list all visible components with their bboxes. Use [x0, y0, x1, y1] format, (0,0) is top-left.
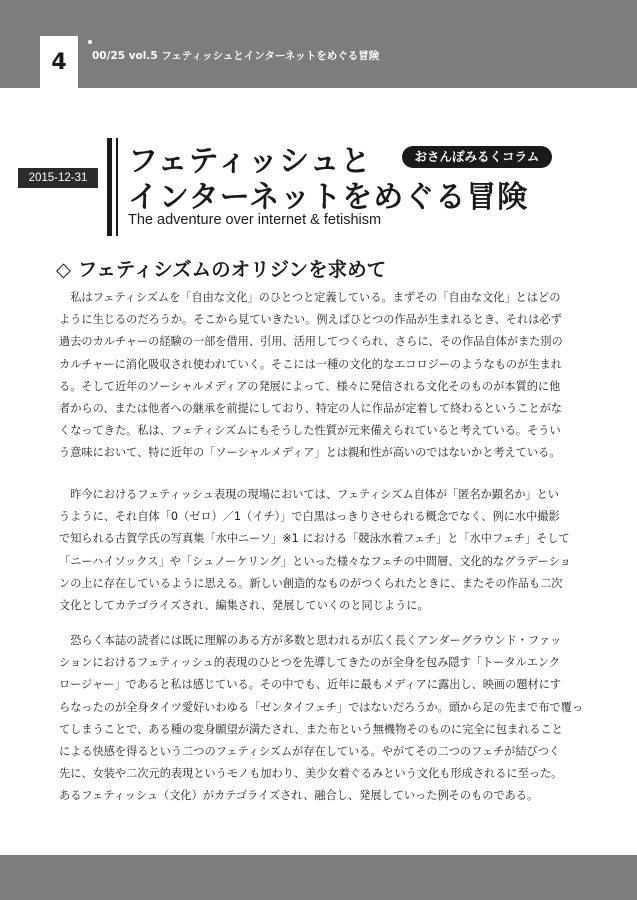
paragraph-line: 者からの、または他者への継承を前提にしており、特定の人に作品が定着して終わるということがな — [59, 402, 562, 416]
paragraph-line: ロージャー」であると私は感じている。その中でも、近年に最もメディアに露出し、映画の題材にす — [59, 678, 562, 692]
paragraph-line: う意味において、特に近年の「ソーシャルメディア」とは親和性が高いのではないかと考えている。 — [59, 446, 561, 460]
paragraph-line: 文化としてカテゴライズされ、編集され、発展していくのと同じように。 — [59, 599, 429, 613]
paragraph-line: る。そして近年のソーシャルメディアの発展によって、様々に発信される文化そのものが本質的に他 — [59, 379, 561, 393]
paragraph-2 — [59, 484, 589, 617]
paragraph-line: らなったのが全身タイツ愛好いわゆる「ゼンタイフェチ」ではないだろうか。頭から足の先まで布で覆っ — [59, 700, 584, 714]
paragraph-3 — [59, 630, 589, 808]
title-rule-thick — [107, 138, 112, 236]
paragraph-line: で知られる古賀学氏の写真集「水中ニーソ」※1 における「競泳水着フェチ」と「水中フェチ」そして — [59, 532, 570, 546]
paragraph-line: 昨今におけるフェティッシュ表現の現場においては、フェティシズム自体が「匿名か顕名か」とい — [59, 488, 559, 501]
paragraph-line: てしまうことで、ある種の変身願望が満たされ、また布という無機物そのものに完全に包まれること — [59, 722, 563, 736]
title-rule-thin — [116, 138, 118, 236]
paragraph-1 — [59, 287, 589, 465]
paragraph-line: カルチャーに消化吸収され使われていく。そこには一種の文化的なエコロジーのようなものが生まれ — [59, 357, 562, 371]
running-title: 00/25 vol.5 フェティッシュとインターネットをめぐる冒険 — [92, 50, 380, 62]
title-line-1: フェティッシュと — [128, 144, 372, 179]
english-subtitle: The adventure over internet & fetishism — [128, 212, 382, 228]
header-tick-mark — [88, 40, 92, 44]
paragraph-line: 先に、女装や二次元的表現というモノも加わり、美少女着ぐるみという文化も形成されるに至った。 — [59, 767, 563, 781]
paragraph-line: 「ニーハイソックス」や「シュノーケリング」といった様々なフェチの中間層、文化的なグラデーショ — [59, 554, 571, 568]
paragraph-line: ションにおけるフェティッシュ的表現のひとつを先導してきたのが全身を包み隠す「トータルエンク — [59, 656, 561, 670]
paragraph-line: ンの上に存在しているように思える。新しい創造的なものがつくられたときに、またその作品も二次 — [59, 576, 563, 590]
header-band — [0, 0, 637, 88]
paragraph-line: くなってきた。私は、フェティシズムにもそうした性質が元来備えられていると考えている。そうい — [59, 424, 561, 438]
paragraph-line: うように、それ自体「0（ゼロ）／1（イチ）」で白黒はっきりさせられる概念でなく、例に水中撮影 — [59, 510, 560, 524]
paragraph-line: 過去のカルチャーの経験の一部を借用、引用、活用してつくられ、さらに、その作品自体がまた別の — [59, 335, 563, 349]
paragraph-line: 恐らく本誌の読者には既に理解のある方が多数と思われるが広く長くアンダーグラウンド・ファッ — [59, 634, 562, 647]
paragraph-line: 私はフェティシズムを「自由な文化」のひとつと定義している。まずその「自由な文化」とはどの — [59, 291, 561, 304]
column-label-badge: おさんぽみるくコラム — [402, 146, 552, 168]
paragraph-line: あるフェティッシュ（文化）がカテゴライズされ、融合し、発展していった例そのものである。 — [59, 789, 539, 803]
page-number-box — [40, 36, 78, 88]
date-badge: 2015-12-31 — [18, 168, 98, 188]
paragraph-line: ように生じるのだろうか。そこから見ていきたい。例えばひとつの作品が生まれるとき、それは必ず — [59, 313, 562, 327]
title-line-2: インターネットをめぐる冒険 — [128, 180, 529, 215]
paragraph-line: による快感を得るという二つのフェティシズムが存在している。やがてその二つのフェチが結びつく — [59, 745, 561, 759]
footer-band — [0, 855, 637, 900]
page-number: 4 — [51, 50, 67, 75]
section-heading: ◇ フェティシズムのオリジンを求めて — [56, 258, 387, 281]
